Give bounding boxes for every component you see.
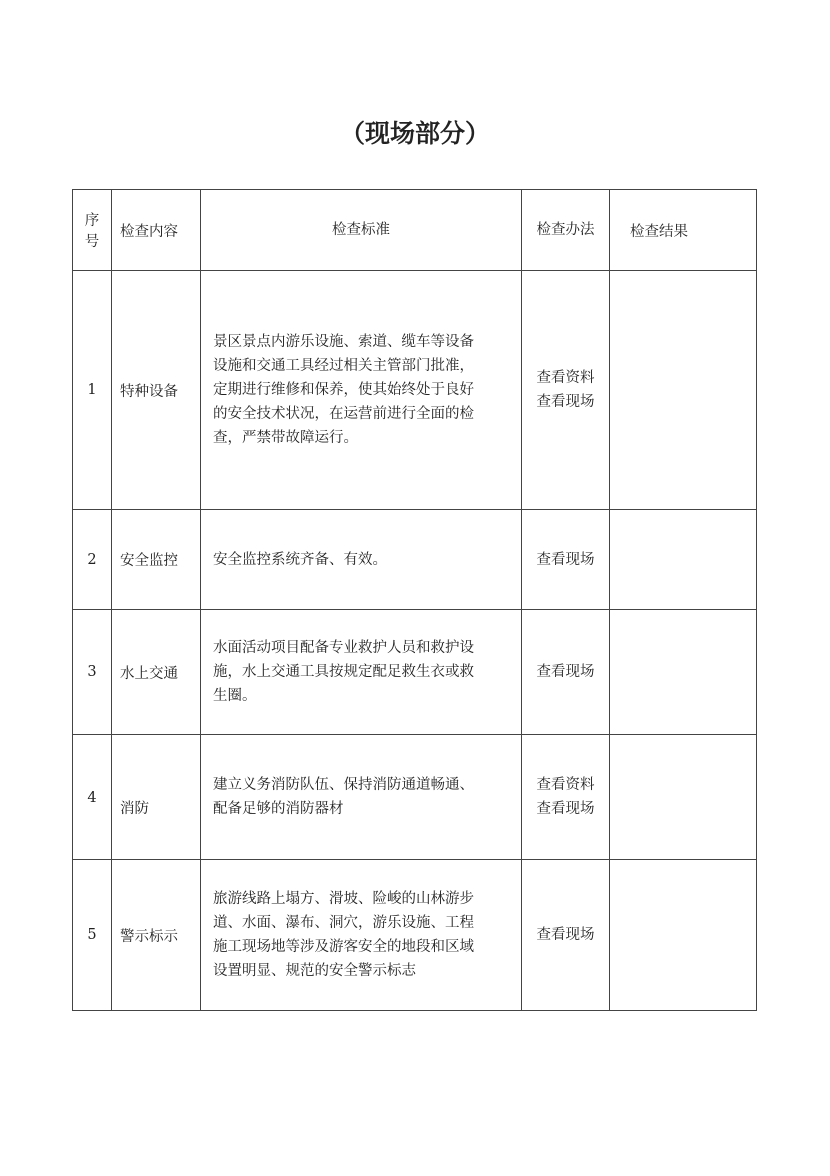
row-method: [522, 510, 610, 610]
row-method: [522, 735, 610, 860]
header-result: 检查结果: [610, 190, 757, 271]
row-standard: [201, 271, 522, 510]
header-content: 检查内容: [112, 190, 201, 271]
row-content: 特种设备: [112, 271, 201, 510]
row-result: [610, 735, 757, 860]
row-standard: [201, 610, 522, 735]
header-index: [73, 190, 112, 271]
row-content: 警示标示: [112, 860, 201, 1011]
method-line: 查看现场: [536, 801, 595, 817]
standard-line: 设置明显、规范的安全警示标志: [213, 963, 416, 979]
method-line: 查看现场: [536, 664, 595, 680]
standard-line: 施工现场地等涉及游客安全的地段和区域: [213, 939, 474, 955]
standard-line: 旅游线路上塌方、滑坡、险峻的山林游步: [213, 891, 474, 907]
row-index: 1: [73, 271, 112, 510]
method-line: 查看资料: [536, 777, 595, 793]
standard-line: 安全监控系统齐备、有效。: [213, 551, 387, 568]
page-title: （现场部分）: [339, 119, 490, 148]
row-content: 安全监控: [112, 510, 201, 610]
row-method: [522, 860, 610, 1011]
standard-line: 查，严禁带故障运行。: [213, 430, 358, 446]
row-result: [610, 610, 757, 735]
row-result: [610, 271, 757, 510]
row-standard: [201, 510, 522, 610]
row-index: 5: [73, 860, 112, 1011]
table-row: [73, 735, 757, 860]
table-row: [73, 510, 757, 610]
method-line: 查看现场: [536, 394, 595, 410]
row-index: 4: [73, 735, 112, 860]
method-line: 查看现场: [536, 551, 595, 568]
standard-line: 的安全技术状况，在运营前进行全面的检: [213, 406, 474, 422]
row-standard: [201, 860, 522, 1011]
row-method: [522, 610, 610, 735]
header-method: 检查办法: [522, 190, 610, 271]
standard-line: 设施和交通工具经过相关主管部门批准，: [213, 358, 474, 374]
standard-line: 生圈。: [213, 688, 257, 704]
table-row: [73, 610, 757, 735]
method-line: 查看资料: [536, 370, 595, 386]
standard-line: 建立义务消防队伍、保持消防通道畅通、: [213, 777, 474, 793]
inspection-table: [72, 189, 757, 1011]
header-index-char: 号: [84, 234, 100, 250]
standard-line: 水面活动项目配备专业救护人员和救护设: [213, 640, 474, 656]
row-standard: [201, 735, 522, 860]
method-line: 查看现场: [536, 927, 595, 943]
table-row: [73, 860, 757, 1011]
row-method: [522, 271, 610, 510]
row-result: [610, 860, 757, 1011]
standard-line: 配备足够的消防器材: [213, 801, 344, 817]
row-content: 水上交通: [112, 610, 201, 735]
row-content: 消防: [112, 735, 201, 860]
standard-line: 景区景点内游乐设施、索道、缆车等设备: [213, 334, 474, 350]
header-standard: 检查标准: [201, 190, 522, 271]
row-index: 2: [73, 510, 112, 610]
standard-line: 定期进行维修和保养，使其始终处于良好: [213, 382, 474, 398]
header-index-char: 序: [84, 213, 100, 229]
row-index: 3: [73, 610, 112, 735]
standard-line: 施，水上交通工具按规定配足救生衣或救: [213, 664, 474, 680]
row-result: [610, 510, 757, 610]
standard-line: 道、水面、瀑布、洞穴，游乐设施、工程: [213, 915, 474, 931]
table-row: [73, 271, 757, 510]
table-header-row: [73, 190, 757, 271]
